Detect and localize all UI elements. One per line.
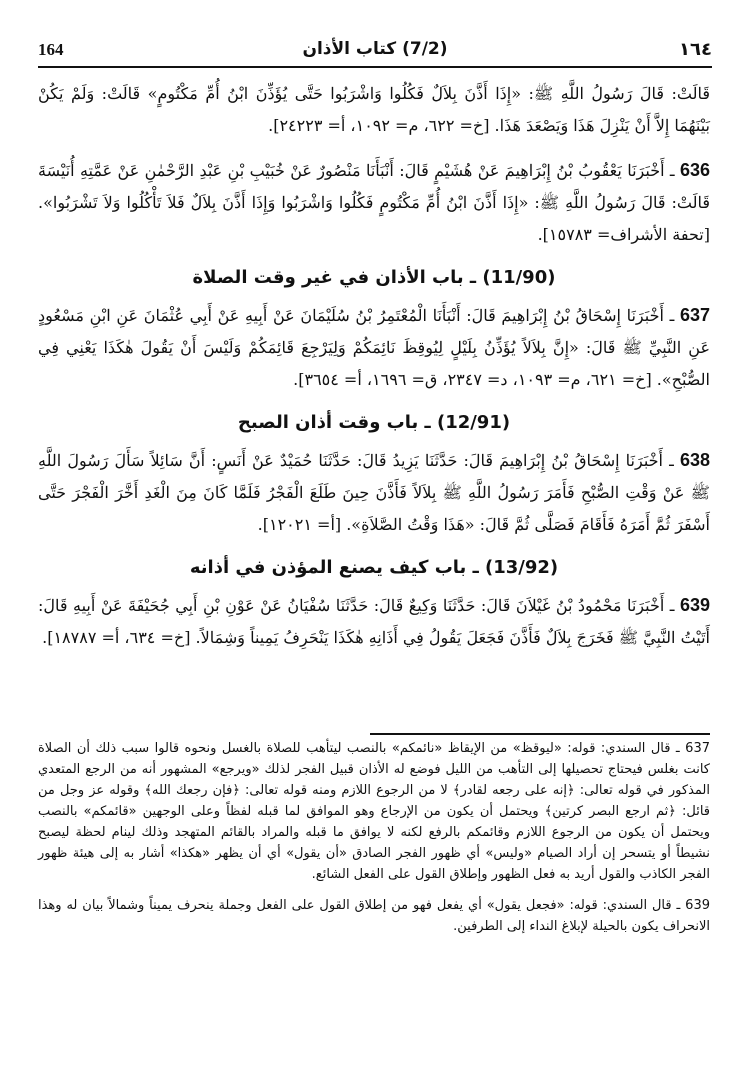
hadith-number: 639 xyxy=(679,595,710,615)
hadith-636 xyxy=(38,154,710,251)
hadith-number: 638 xyxy=(679,450,711,470)
footnote-637: 637 ـ قال السندي: قوله: «ليوقظ» من الإيقاظ «نائمكم» بالنصب ليتأهب للصلاة بالغسل ونحوه قالوا سبب ذلك أن الصلاة كانت بغلس فيحتاج تحصيلها إلى التأهب من الليل فوضع له الأذان قبيل الفجر لذلك «ويرجع» المشهور أنه من الرجع المتعدي المذكور في قوله تعالى: ﴿إنه على رجعه لقادر﴾ لا من الرجوع اللازم ومنه قوله تعالى: ﴿فإن رجعك الله﴾ وقوله عز وجل من قائل: ﴿ثم ارجع البصر كرتين﴾ ويحتمل أن يكون من الإرجاع وهو الموافق لما قبله لفظاً وعلى الوجهين «قائمكم» بالنصب ويحتمل أن يكون من الرجوع اللازم وقائمكم بالرفع لكنه لا يوافق ما قبله والمراد بالقائم المتهجد وذلك لينام لحظة ليصبح نشيطاً أو يتسحر إن أراد الصيام «وليس» أي ظهور الفجر الصادق «أن يقول» أي أن يظهر «هكذا» أشار به إلى هيئة ظهور الفجر الكاذب والقول أريد به فعل الظهور وإطلاق القول على الفعل الشائع. xyxy=(38,741,710,882)
hadith-number: 636 xyxy=(679,160,710,180)
page-number-latin: 164 xyxy=(38,40,64,59)
hadith-637 xyxy=(38,299,710,396)
footnote-separator xyxy=(370,733,710,735)
running-title: (7/2) كتاب الأذان xyxy=(302,39,448,59)
page-header xyxy=(38,38,712,68)
hadith-text: ـ أَخْبَرَنَا مَحْمُودُ بْنُ غَيْلاَنَ قَالَ: حَدَّثَنَا وَكِيعٌ قَالَ: حَدَّثَنَا سُفْيَانُ عَنْ عَوْنِ بْنِ أَبِي جُحَيْفَةَ عَنْ أَبِيهِ قَالَ: أَتَيْتُ النَّبِيَّ ﷺ فَخَرَجَ بِلاَلٌ فَأَذَّنَ فَجَعَلَ يَقُولُ فِي أَذَانِهِ هٰكَذَا يَنْحَرِفُ يَمِيناً وَشِمَالاً. [خ= ٦٣٤، أ= ١٨٧٨٧]. xyxy=(38,596,710,647)
hadith-text: ـ أَخْبَرَنَا إِسْحَاقُ بْنُ إِبْرَاهِيمَ قَالَ: أَنْبَأَنَا الْمُعْتَمِرُ بْنُ سُلَيْمَانَ عَنْ أَبِيهِ عَنْ أَبِي عُثْمَانَ عَنِ ابْنِ مَسْعُودٍ عَنِ النَّبِيِّ ﷺ قَالَ: «إِنَّ بِلاَلاً يُؤَذِّنُ بِلَيْلٍ لِيُوقِظَ نَائِمَكُمْ وَلِيَرْجِعَ قَائِمَكُمْ وَلَيْسَ أَنْ يَقُولَ هٰكَذَا يَعْنِي فِي الصُّبْحِ». [خ= ٦٢١، م= ١٠٩٣، د= ٢٣٤٧، ق= ١٦٩٦، أ= ٣٦٥٤]. xyxy=(38,306,711,389)
hadith-text: ـ أَخْبَرَنَا يَعْقُوبُ بْنُ إِبْرَاهِيمَ عَنْ هُشَيْمٍ قَالَ: أَنْبَأَنَا مَنْصُورٌ عَنْ خُبَيْبِ بْنِ عَبْدِ الرَّحْمٰنِ عَنْ عَمَّتِهِ أُنَيْسَةَ قَالَتْ: قَالَ رَسُولُ اللَّهِ ﷺ: «إِذَا أَذَّنَ ابْنُ أُمِّ مَكْتُومٍ فَكُلُوا وَاشْرَبُوا وَإِذَا أَذَّنَ بِلاَلٌ فَلاَ تَأْكُلُوا وَلاَ تَشْرَبُوا». [تحفة الأشراف= ١٥٧٨٣]. xyxy=(38,161,710,244)
page-number-arabic: ١٦٤ xyxy=(679,39,712,60)
hadith-639 xyxy=(38,589,710,654)
hadith-number: 637 xyxy=(679,305,710,325)
hadith-text: ـ أَخْبَرَنَا إِسْحَاقُ بْنُ إِبْرَاهِيمَ قَالَ: حَدَّثَنَا يَزِيدُ قَالَ: حَدَّثَنَا حُمَيْدٌ عَنْ أَنَسٍ: أَنَّ سَائِلاً سَأَلَ رَسُولَ اللَّهِ ﷺ عَنْ وَقْتِ الصُّبْحِ فَأَمَرَ رَسُولُ اللَّهِ ﷺ بِلاَلاً فَأَذَّنَ حِينَ طَلَعَ الْفَجْرُ فَلَمَّا كَانَ مِنَ الْغَدِ أَخَّرَ الْفَجْرَ حَتَّى أَسْفَرَ ثُمَّ أَمَرَهُ فَأَقَامَ فَصَلَّى ثُمَّ قَالَ: «هَذَا وَقْتُ الصَّلاَةِ». [أ= ١٢٠٢١]. xyxy=(38,451,710,534)
main-text xyxy=(38,78,710,666)
chapter-heading-91: (12/91) ـ باب وقت أذان الصبح xyxy=(237,412,511,433)
chapter-heading-90: (11/90) ـ باب الأذان في غير وقت الصلاة xyxy=(192,267,556,288)
footnotes xyxy=(38,738,710,947)
hadith-continuation: قَالَتْ: قَالَ رَسُولُ اللَّهِ ﷺ: «إِذَا أَذَّنَ بِلاَلٌ فَكُلُوا وَاشْرَبُوا حَتَّى يُؤَذِّنَ ابْنُ أُمِّ مَكْتُومٍ» قَالَتْ: وَلَمْ يَكُنْ بَيْنَهُمَا إِلاَّ أَنْ يَنْزِلَ هَذَا وَيَصْعَدَ هَذَا. [خ= ٦٢٢، م= ١٠٩٢، أ= ٢٤٢٢٣]. xyxy=(38,84,710,135)
footnote-639: 639 ـ قال السندي: قوله: «فجعل يقول» أي يفعل فهو من إطلاق القول على الفعل وجملة ينحرف يميناً وشمالاً بيان له وهذا الانحراف يكون بالحيلة لإبلاغ النداء إلى الطرفين. xyxy=(38,898,710,934)
hadith-638 xyxy=(38,444,710,541)
chapter-heading-92: (13/92) ـ باب كيف يصنع المؤذن في أذانه xyxy=(189,557,559,578)
